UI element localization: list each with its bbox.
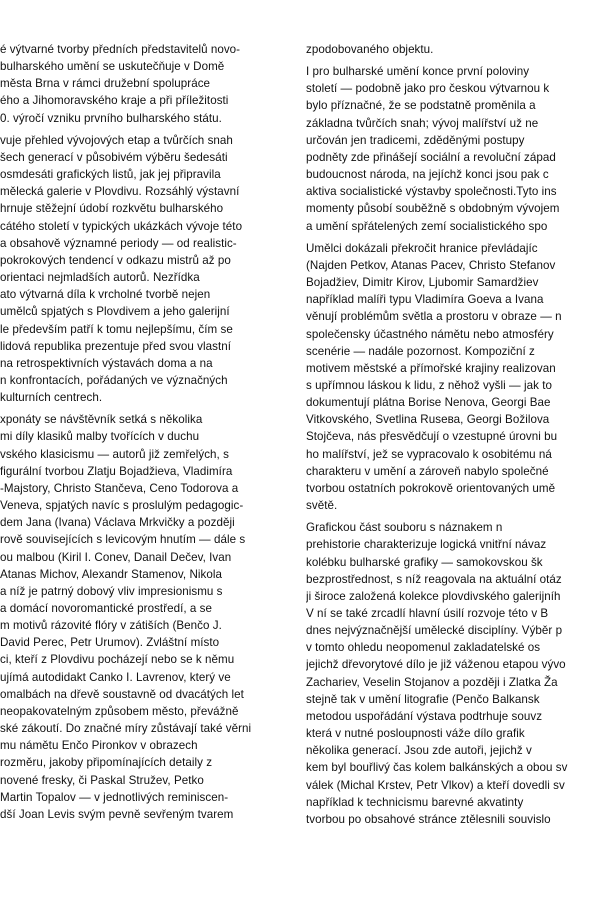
text-line: Martin Topalov — v jednotlivých reminiscen- [0,790,229,804]
text-line: kem byl bouřlivý čas kolem balkánských a obou sv [306,761,568,775]
text-line: cátého století v typických ukázkách vývoje této [0,219,243,233]
right-text-column [306,41,600,828]
text-line: věnují problémům světla a prostoru v obraze — n [306,310,562,324]
text-line: scenérie — nadále pozornost. Kompoziční z [306,344,535,358]
text-line: a umění spřátelených zemí socialistického spo [306,219,548,233]
text-line: světě. [306,499,338,513]
text-line: ci, kteří z Plovdivu pocházejí nebo se k němu [0,653,235,667]
text-line: budoucnost národa, na jejíchž konci jsou pak c [306,168,549,182]
text-line: ho malířství, jež se vypracovalo k osobitému ná [306,447,552,461]
text-line: dem Jana (Ivana) Václava Mrkvičky a později [0,516,235,530]
text-line: společensky účastného námětu nebo atmosféry [306,327,554,341]
text-line: aktiva socialistické výstavby společnosti.Tyto ins [306,185,557,199]
text-line: hrnuje stěžejní údobí rozkvětu bulharského [0,202,224,216]
text-line: I pro bulharské umění konce první poloviny [306,65,530,79]
text-line: dnes nejvýznačnější umělecké disciplíny. Výběr p [306,624,563,638]
text-line: Vitkovského, Svetlina Rusева, Georgi Božilova [306,413,550,427]
text-line: metodou uspořádání výstava podtrhuje souvz [306,709,543,723]
text-line: v tomto ohledu neopomenul zakladatelské os [306,641,541,655]
text-line: Bojadžiev, Dimitr Kirov, Ljubomir Samardžiev [306,276,539,290]
text-line: s upřímnou láskou k lidu, z něhož vyšli — jak to [306,378,552,392]
text-line: vského klasicismu — autorů již zemřelých, s [0,447,229,461]
text-line: ské zákoutí. Do značné míry zůstávají také věrni [0,722,252,736]
text-line: ou malbou (Kiril I. Conev, Danail Dečev, Ivan [0,550,232,564]
left-text-column [0,41,286,823]
text-line: dokumentují plátna Borise Nenova, Georgi Bae [306,396,551,410]
text-line: momenty působí souběžně s obdobným vývojem [306,202,560,216]
text-line: umělců spjatých s Plovdivem a jeho galerijní [0,305,230,319]
text-line: novené fresky, či Paskal Stružev, Petko [0,773,204,787]
text-line: mi díly klasiků malby tvořících v duchu [0,430,200,444]
text-line: bulharského umění se uskutečňuje v Domě [0,60,225,74]
text-line: ujímá autodidakt Canko I. Lavrenov, který ve [0,670,231,684]
text-line: Veneva, spjatých navíc s proslulým pedagogic- [0,499,244,513]
text-line: kulturních centrech. [0,391,103,405]
text-line: dší Joan Levis svým pevně sevřeným tvarem [0,807,234,821]
text-line: -Majstory, Christo Stančeva, Ceno Todorova a [0,481,239,495]
text-line: ato výtvarná díla k vrcholné tvorbě nejen [0,288,211,302]
text-line: xponáty se návštěvník setká s několika [0,413,203,427]
text-line: na retrospektivních výstavách doma a na [0,356,213,370]
text-line: ji široce založená kolekce plovdivského galerijníh [306,589,561,603]
text-line: válek (Michal Krstev, Petr Vlkov) a kteří dovedli sv [306,778,565,792]
text-line: omalbách na dřevě soustavně od dvacátých let [0,687,244,701]
text-line: tvorbou po obsahové stránce ztělesnili souvislo [306,812,551,826]
text-line: prehistorie charakterizuje logická vnitřní návaz [306,538,547,552]
text-line: tvorbou ostatních pokrokově orientovaných umě [306,481,556,495]
text-line: stejně tak v umění litografie (Penčo Balkansk [306,692,540,706]
text-line: šech generací v působivém výběru šedesáti [0,150,228,164]
text-line: a domácí novoromantické prostředí, a se [0,602,213,615]
text-line: é výtvarné tvorby předních představitelů novo- [0,43,241,56]
text-line: neopakovatelným způsobem město, převážně [0,704,239,718]
text-line: bylo příznačné, že se podstatně proměnila a [306,99,536,113]
text-line: Umělci dokázali překročit hranice převládajíc [306,241,538,255]
text-line: kolébku bulharské grafiky — samokovskou šk [306,555,543,569]
text-line: jejichž dřevorytové dílo je již váženou etapou vývo [306,658,566,672]
text-line: pokrokových tendencí v odkazu mistrů až po [0,253,231,267]
text-line: Atanas Michov, Alexandr Stamenov, Nikola [0,567,222,581]
text-line: města Brna v rámci družební spolupráce [0,77,211,91]
text-line: 0. výročí vzniku prvního bulharského státu. [0,111,222,125]
text-line: David Perec, Petr Urumov). Zvláštní místo [0,636,220,650]
text-line: podněty zde přinášejí sociální a revoluční západ [306,150,556,164]
text-line: motivem městské a přímořské krajiny realizovan [306,361,556,375]
text-line: le především patří k tomu nejlepšímu, čím se [0,322,233,336]
text-line: zpodobovaného objektu. [306,43,434,56]
text-line: n konfrontacích, pořádaných ve význačných [0,373,228,387]
text-line: například k technicismu barevné akvatinty [306,795,524,809]
text-line: V ní se také zrcadlí hlavní úsilí rozvoje této v B [306,607,549,620]
text-line: vuje přehled vývojových etap a tvůrčích snah [0,133,233,147]
text-line: několika generací. Jsou zde autoři, jejichž v [306,744,532,758]
text-line: základna tvůrčích snah; vývoj malířství už ne [306,116,539,130]
text-line: charakteru v umění a zároveň nabylo společné [306,464,549,478]
text-line: mu námětu Enčo Pironkov v obrazech [0,739,198,753]
text-line: například malíři typu Vladimíra Goeva a Ivana [306,293,544,307]
text-line: Grafickou část souboru s náznakem n [306,521,503,535]
text-line: figurální tvorbou Zlatju Bojadžieva, Vladimíra [0,464,233,478]
text-line: ého a Jihomoravského kraje a při příležitosti [0,94,229,108]
text-line: (Najden Petkov, Atanas Pacev, Christo Stefanov [306,258,556,272]
text-line: orientaci nejmladších autorů. Nezřídka [0,271,200,285]
text-line: rozměru, jakoby připomínajících detaily z [0,756,213,770]
text-line: století — podobně jako pro českou výtvarnou k [306,82,550,96]
text-line: m motivů rázovité flóry v zátiších (Benčo J. [0,619,222,633]
text-line: Zachariev, Veselin Stojanov a později i Zlatka Ža [306,675,558,689]
text-line: rově souvisejících s levicovým hnutím — dále s [0,533,246,547]
text-line: a níž je patrný dobový vliv impresionismu s [0,584,223,598]
text-line: Stojčeva, nás přesvědčují o vzestupné úrovni bu [306,430,558,444]
text-line: která v nutné posloupnosti váže dílo grafik [306,727,525,741]
text-line: mělecká galerie v Plovdivu. Rozsáhlý výstavní [0,185,240,199]
text-line: určován jen tradicemi, zděděnými postupy [306,133,525,147]
text-line: bezprostřednost, s níž reagovala na aktuální otáz [306,572,562,586]
text-line: a obsahově významné periody — od realistic- [0,236,237,250]
text-line: osmdesáti grafických listů, jak jej připravila [0,168,221,182]
text-line: lidová republika prezentuje před svou vlastní [0,339,232,353]
